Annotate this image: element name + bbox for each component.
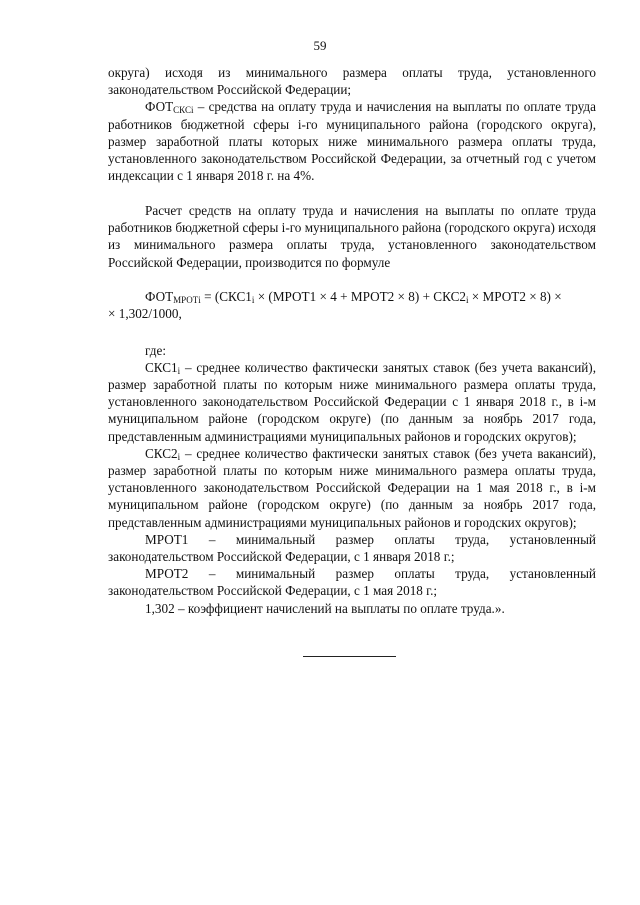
- definition-sks2: [108, 445, 596, 531]
- formula-lhs-subscript: МРОТi: [173, 295, 201, 306]
- formula-subscript-2: i: [465, 295, 469, 306]
- term-subscript: i: [177, 451, 181, 462]
- term-subscript: i: [177, 365, 181, 376]
- formula-subscript-1: i: [251, 295, 255, 306]
- formula-line-2: × 1,302/1000,: [108, 306, 182, 322]
- page-number: 59: [313, 38, 327, 53]
- definition-text: – среднее количество фактически занятых ставок (без учета вакансий), размер заработной платы по которым ниже минимального размера оплаты труда, установленного законодательством Российской Федерации с 1 января 2018 г., в i-м муниципальном районе (городском округе) (по данным за ноябрь 2017 года, представленным администрациями муниципальных районов и городских округов);: [108, 359, 596, 444]
- where-label: где:: [145, 342, 166, 358]
- definition-mrot2: МРОТ2 – минимальный размер оплаты труда, установленный законодательством Российской Федерации, с 1 мая 2018 г.;: [108, 566, 596, 599]
- document-body: [108, 64, 596, 617]
- formula-part-2: × (МРОТ1 × 4 + МРОТ2 × 8) + СКС2: [254, 289, 466, 305]
- definition-text: – среднее количество фактически занятых ставок (без учета вакансий), размер заработной платы по которым ниже минимального размера оплаты труда, установленного законодательством Российской Федерации на 1 мая 2018 г., в i-м муниципальном районе (городском округе) (по данным за ноябрь 2017 года, представленным администрациями муниципальных районов и городских округов);: [108, 445, 596, 530]
- definition-text: – средства на оплату труда и начисления на выплаты по оплате труда работников бюджетной сферы i-го муниципального района (городского округа), размер заработной платы которых ниже минимального размера оплаты труда, установленного законодательством Российской Федерации, за отчетный год с учетом индексации с 1 января 2018 г. на 4%.: [108, 99, 596, 184]
- term-subscript: СКСi: [173, 105, 194, 116]
- formula-line-1: [108, 288, 596, 305]
- paragraph-calculation-intro: Расчет средств на оплату труда и начисления на выплаты по оплате труда работников бюджетной сферы i-го муниципального района (городского округа) исходя из минимального размера оплаты труда, установленного законодательством Российской Федерации, производится по формуле: [108, 202, 596, 270]
- definition-coefficient: 1,302 – коэффициент начислений на выплаты по оплате труда.».: [145, 600, 505, 616]
- definition-mrot1: МРОТ1 – минимальный размер оплаты труда, установленный законодательством Российской Федерации, с 1 января 2018 г.;: [108, 531, 596, 565]
- definition-sks1: [108, 359, 596, 445]
- term: СКС2: [145, 445, 178, 461]
- end-divider: [303, 656, 396, 657]
- formula-part-1: = (СКС1: [200, 289, 252, 305]
- paragraph-continuation: округа) исходя из минимального размера оплаты труда, установленного законодательством Российской Федерации;: [108, 65, 596, 98]
- formula-part-3: × МРОТ2 × 8) ×: [468, 289, 562, 305]
- formula-lhs: ФОТ: [145, 289, 174, 305]
- term: ФОТ: [145, 99, 174, 115]
- term: СКС1: [145, 359, 178, 375]
- definition-fot-sks: [108, 98, 596, 184]
